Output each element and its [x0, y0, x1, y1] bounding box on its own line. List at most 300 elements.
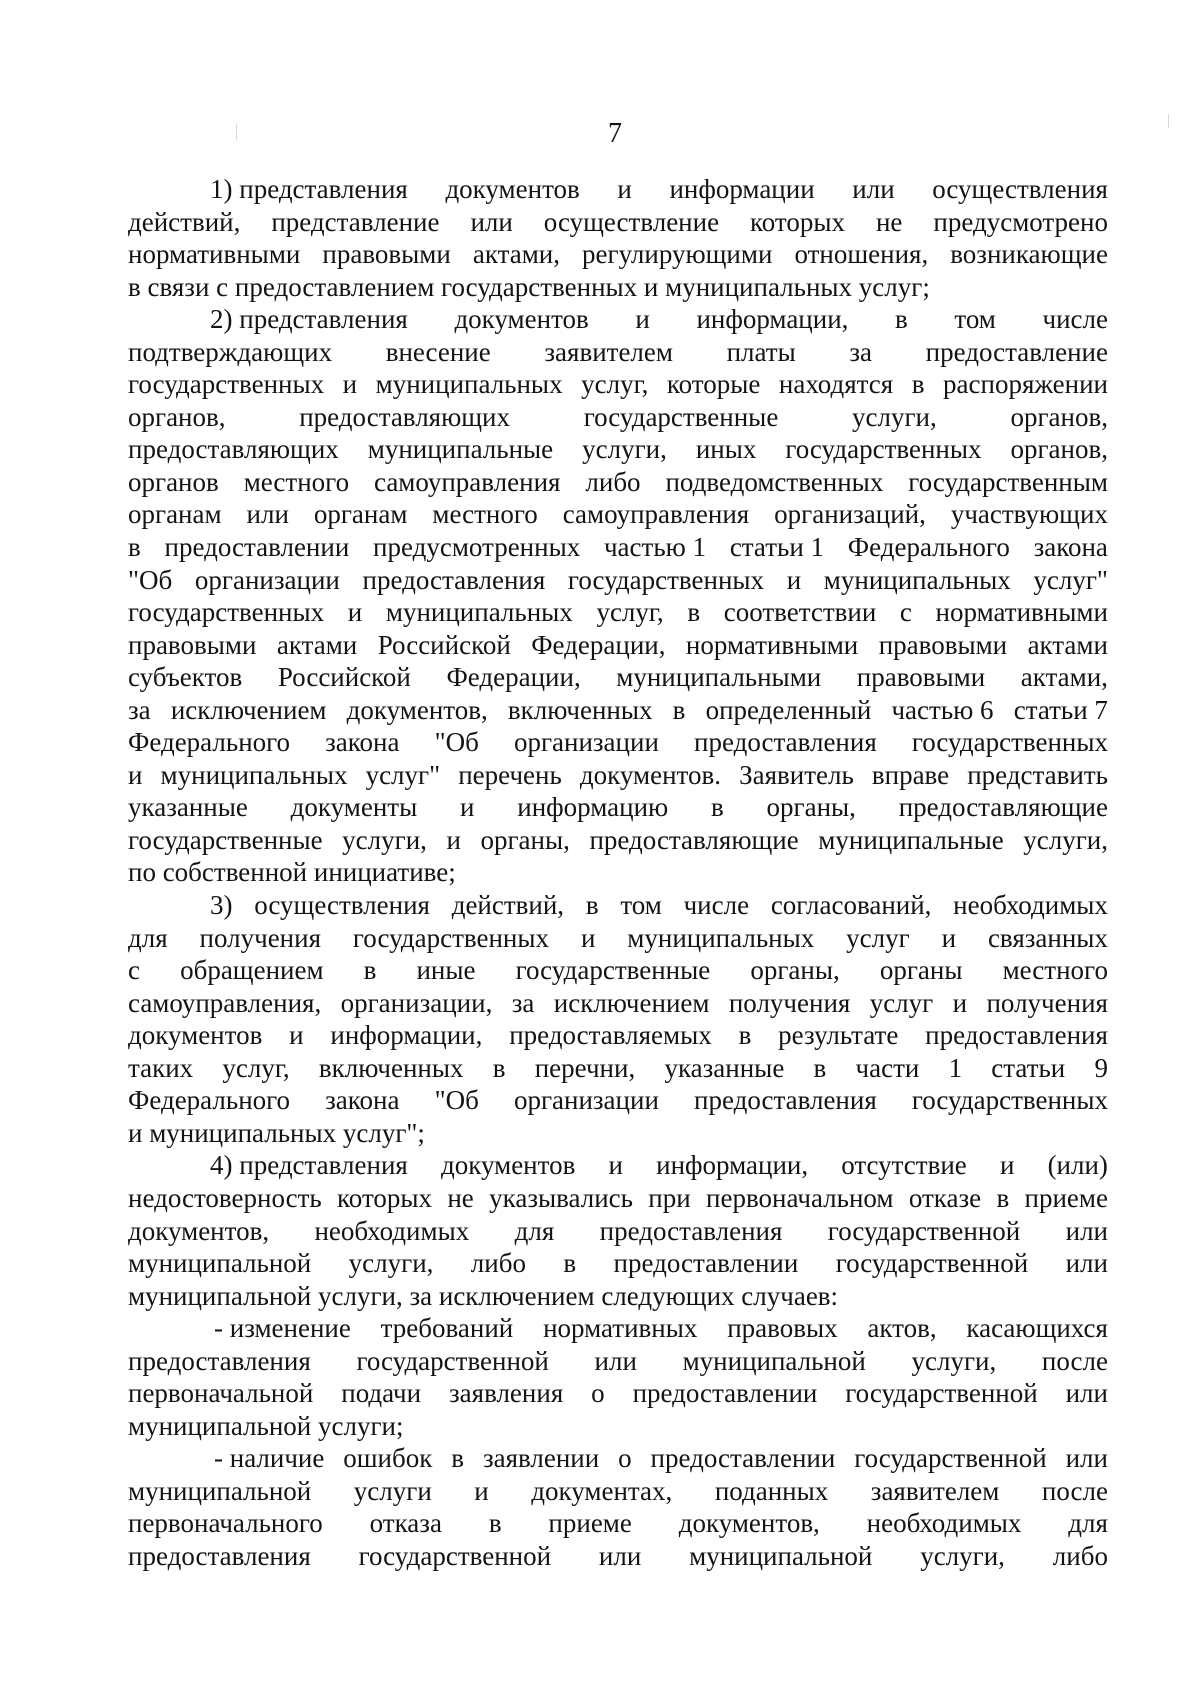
word: предусмотренных [373, 532, 581, 563]
word: актами, [472, 239, 560, 270]
word: подачи [341, 1378, 422, 1409]
word: за [128, 694, 151, 725]
word: предоставления [925, 1020, 1108, 1051]
word: для [1068, 1508, 1108, 1539]
word: заявителем [544, 336, 673, 367]
word: предусмотрено [933, 206, 1108, 237]
text-line [128, 596, 1108, 629]
word: статьи [991, 1052, 1066, 1083]
word: которых [750, 206, 846, 237]
word: услуг, [596, 597, 664, 628]
text-line [128, 1475, 1108, 1508]
word: - изменение [214, 1313, 351, 1344]
text-line [128, 1507, 1108, 1540]
word: в связи с предоставлением государственных и муниципальных услуг; [128, 271, 930, 302]
word: предоставление [925, 336, 1108, 367]
word: подтверждающих [128, 336, 333, 367]
word: нормативными [128, 239, 301, 270]
word: связанных [987, 922, 1108, 953]
word: услуг" [1033, 564, 1108, 595]
word: внесение [385, 336, 491, 367]
word: заявлении [482, 1443, 600, 1474]
word: муниципальных [385, 597, 573, 628]
word: которых [337, 1182, 433, 1213]
text-line [128, 694, 1108, 727]
text-line [128, 1247, 1108, 1280]
word: в [563, 1248, 577, 1279]
word: не [447, 1182, 474, 1213]
word: муниципальной [128, 1248, 312, 1279]
word: услуг [869, 987, 934, 1018]
word: предоставляющие [589, 824, 799, 855]
text-line [128, 336, 1108, 369]
word: местного [1002, 955, 1108, 986]
word: и [289, 1020, 304, 1051]
word: закона [325, 727, 400, 758]
text-line [128, 466, 1108, 499]
word: услуги, [911, 1345, 997, 1376]
word: первоначального [128, 1508, 323, 1539]
word: государственным [908, 466, 1108, 497]
text-line [128, 1084, 1108, 1117]
word: правовыми [878, 629, 1008, 660]
word: государственных [911, 727, 1108, 758]
word: приеме [1024, 1182, 1108, 1213]
word: при [648, 1182, 691, 1213]
word: действий, [128, 206, 241, 237]
text-line [128, 824, 1108, 857]
word: органы, [750, 955, 840, 986]
word: услуги, [920, 1540, 1005, 1571]
word: в [585, 890, 599, 921]
word: или [1065, 1248, 1108, 1279]
word: и [635, 304, 650, 335]
word: самоуправления [374, 466, 561, 497]
word: с [899, 597, 912, 628]
word: или [1065, 1378, 1108, 1409]
word: самоуправления, [128, 987, 322, 1018]
word: закона [1033, 532, 1108, 563]
word: документов, [678, 1508, 820, 1539]
word: Федерации, [446, 662, 581, 693]
word: предоставляемых [509, 1020, 712, 1051]
word: услуги, [852, 401, 937, 432]
word: органы [879, 955, 963, 986]
word: информацию [517, 792, 669, 823]
word: государственных [352, 922, 550, 953]
word: предоставления [599, 1215, 783, 1246]
word: получения [986, 987, 1108, 1018]
word: в [492, 1052, 506, 1083]
word: 2) представления [210, 304, 408, 335]
word: правовыми [856, 662, 986, 693]
text-line [128, 1410, 1108, 1443]
word: государственной [835, 1248, 1029, 1279]
text-line [128, 1442, 1108, 1475]
word: результате [778, 1020, 899, 1051]
word: органам [128, 499, 222, 530]
word: муниципальной услуги, за исключением следующих случаев: [128, 1280, 839, 1311]
word: для [128, 922, 168, 953]
word: и [347, 597, 363, 628]
word: организаций, [774, 499, 926, 530]
word: возникающие [950, 239, 1108, 270]
text-line [128, 1149, 1108, 1182]
word: поданных [714, 1475, 829, 1506]
word: 4) представления [210, 1150, 408, 1181]
word: "Об [128, 564, 173, 595]
text-line [128, 1019, 1108, 1052]
word: участвующих [950, 499, 1108, 530]
word: или [852, 174, 895, 204]
word: государственных [128, 597, 325, 628]
word: государственные [583, 401, 779, 432]
word: указывались [489, 1182, 633, 1213]
word: актами [276, 629, 358, 660]
word: органам [313, 499, 408, 530]
word: в [710, 792, 724, 823]
scan-artifact-right [1168, 114, 1169, 128]
scan-artifact-left [236, 124, 237, 140]
word: (или) [1047, 1150, 1108, 1181]
word: предоставляющих [128, 434, 339, 465]
word: предоставления [128, 1540, 311, 1571]
word: предоставлении [613, 1248, 799, 1279]
word: государственных [128, 369, 325, 400]
word: услуг [846, 922, 910, 953]
word: в [451, 1443, 465, 1474]
word: исключением [170, 694, 327, 725]
word: первоначальном [706, 1182, 894, 1213]
word: Российской [377, 629, 511, 660]
text-line [128, 531, 1108, 564]
word: услуги, [1023, 824, 1108, 855]
word: вправе [871, 759, 950, 790]
word: частью 1 [603, 532, 707, 563]
word: регулирующими [582, 239, 773, 270]
word: не [875, 206, 903, 237]
word: иные [416, 955, 476, 986]
word: государственных [567, 564, 765, 595]
word: предоставляющие [898, 792, 1108, 823]
word: касающихся [966, 1313, 1108, 1344]
word: информации, [656, 1150, 809, 1181]
word: первоначальной [128, 1378, 314, 1409]
word: и [460, 792, 475, 823]
word: в [363, 955, 377, 986]
word: за [849, 336, 873, 367]
text-line [128, 759, 1108, 792]
word: 9 [1094, 1052, 1108, 1083]
word: после [1041, 1475, 1108, 1506]
word: определенный [705, 694, 872, 725]
word: в [738, 1020, 752, 1051]
word: платы [726, 336, 796, 367]
word: ошибок [343, 1443, 433, 1474]
word: информации [669, 174, 815, 204]
word: государственной [356, 1345, 549, 1376]
word: или [246, 499, 289, 530]
word: и [617, 174, 632, 204]
text-line [128, 661, 1108, 694]
word: организации [513, 1085, 659, 1116]
word: правовыми [322, 239, 451, 270]
word: исключением [553, 987, 710, 1018]
word: государственных [911, 1085, 1108, 1116]
word: получения [728, 987, 851, 1018]
word: необходимых [314, 1215, 470, 1246]
text-line [128, 726, 1108, 759]
word: органов, [1010, 434, 1108, 465]
word: муниципальной услуги; [128, 1410, 404, 1441]
word: Заявитель [739, 759, 854, 790]
word: перечни, [534, 1052, 636, 1083]
word: предоставления [362, 564, 546, 595]
word: осуществления [932, 174, 1108, 204]
word: муниципальные [367, 434, 554, 465]
word: документов, [128, 1215, 270, 1246]
word: государственной [845, 1378, 1038, 1409]
word: муниципальными [616, 662, 822, 693]
text-line [128, 433, 1108, 466]
word: заявителем [870, 1475, 1000, 1506]
text-line [128, 1377, 1108, 1410]
word: или [1065, 1443, 1108, 1474]
word: правовых [727, 1313, 838, 1344]
text-line [128, 206, 1108, 239]
word: заявления [449, 1378, 564, 1409]
word: государственных [785, 434, 982, 465]
word: предоставления [128, 1345, 311, 1376]
word: организации, [340, 987, 493, 1018]
word: нормативных [543, 1313, 698, 1344]
word: отсутствие [841, 1150, 967, 1181]
text-line [128, 856, 1108, 889]
page-number: 7 [608, 118, 622, 149]
document-body [128, 173, 1108, 1573]
word: и [608, 1150, 623, 1181]
word: соответствии [723, 597, 877, 628]
text-line [128, 1280, 1108, 1313]
word: и [786, 564, 802, 595]
word: в [672, 694, 686, 725]
word: нормативными [685, 629, 859, 660]
word: актами, [1020, 662, 1108, 693]
word: "Об [434, 1085, 479, 1116]
text-line [128, 564, 1108, 597]
word: или [470, 206, 513, 237]
word: 1 [948, 1052, 963, 1083]
word: органы, [766, 792, 856, 823]
word: и [580, 922, 596, 953]
word: муниципальных [160, 759, 348, 790]
text-line [128, 173, 1108, 206]
text-line [128, 629, 1108, 662]
word: действий, [451, 890, 565, 921]
text-line [128, 1345, 1108, 1378]
word: предоставлении [632, 1378, 818, 1409]
word: указанные [664, 1052, 785, 1083]
word: документов [445, 174, 580, 204]
word: услуг, [581, 369, 649, 400]
word: муниципальных [823, 564, 1011, 595]
word: государственной [358, 1540, 552, 1571]
word: числе [683, 890, 750, 921]
word: получения [199, 922, 321, 953]
word: распоряжении [943, 369, 1108, 400]
word: которые [666, 369, 761, 400]
word: в [813, 1052, 827, 1083]
word: местного [432, 499, 538, 530]
word: перечень [458, 759, 562, 790]
word: числе [1042, 304, 1108, 335]
word: государственные [515, 955, 711, 986]
word: документов. [579, 759, 721, 790]
text-line [128, 954, 1108, 987]
word: представление [271, 206, 440, 237]
word: органы, [480, 824, 570, 855]
word: осуществления [254, 890, 430, 921]
word: в [488, 1508, 502, 1539]
word: "Об [434, 727, 479, 758]
word: предоставляющих [299, 401, 510, 432]
word: местного [243, 466, 350, 497]
word: и [446, 824, 461, 855]
word: включенных [507, 694, 653, 725]
word: о [618, 1443, 632, 1474]
word: государственной [854, 1443, 1047, 1474]
text-line [128, 1540, 1108, 1573]
word: в [687, 597, 701, 628]
word: предоставления [694, 1085, 877, 1116]
word: приеме [548, 1508, 632, 1539]
word: Федерального [128, 1085, 291, 1116]
word: Федерации, [531, 629, 666, 660]
word: том [954, 304, 996, 335]
text-line [128, 303, 1108, 336]
word: документов [128, 1020, 263, 1051]
word: услуги [353, 1475, 432, 1506]
word: в [128, 532, 141, 563]
word: и [952, 987, 968, 1018]
word: правовыми [128, 629, 257, 660]
word: организации [194, 564, 340, 595]
word: 1) представления [210, 174, 408, 204]
word: с [128, 955, 140, 986]
text-line [128, 987, 1108, 1020]
word: муниципальных [375, 369, 563, 400]
word: закона [325, 1085, 400, 1116]
word: информации, [696, 304, 849, 335]
text-line [128, 1312, 1108, 1345]
text-line [128, 1052, 1108, 1085]
word: для [514, 1215, 555, 1246]
word: включенных [318, 1052, 464, 1083]
word: отказе [908, 1182, 982, 1213]
word: Российской [277, 662, 411, 693]
text-line [128, 889, 1108, 922]
word: требований [380, 1313, 514, 1344]
word: или [598, 1540, 642, 1571]
word: иных [695, 434, 757, 465]
word: либо [470, 1248, 526, 1279]
word: Федерального [847, 532, 1010, 563]
text-line [128, 1215, 1108, 1248]
word: документов [441, 1150, 576, 1181]
word: недостоверность [128, 1182, 322, 1213]
word: и [999, 1150, 1015, 1181]
word: и муниципальных услуг"; [128, 1117, 425, 1148]
word: или [1065, 1215, 1108, 1246]
word: предоставлении [650, 1443, 836, 1474]
word: органов [128, 466, 219, 497]
word: органов, [1010, 401, 1108, 432]
word: отказа [369, 1508, 442, 1539]
word: части [855, 1052, 920, 1083]
word: за [511, 987, 535, 1018]
word: обращением [180, 955, 324, 986]
text-line [128, 498, 1108, 531]
word: государственные [128, 824, 323, 855]
word: муниципальной [689, 1540, 873, 1571]
word: предоставлении [164, 532, 350, 563]
text-line [128, 271, 1108, 304]
word: статьи 1 [729, 532, 825, 563]
word: необходимых [866, 1508, 1022, 1539]
text-line [128, 1182, 1108, 1215]
word: документы [290, 792, 418, 823]
word: подведомственных [665, 466, 884, 497]
word: 3) [210, 890, 233, 921]
word: либо [1052, 1540, 1108, 1571]
word: услуги, [342, 824, 427, 855]
word: таких [128, 1052, 194, 1083]
word: государственной [827, 1215, 1021, 1246]
word: актами [1027, 629, 1108, 660]
text-line [128, 238, 1108, 271]
word: документов, [346, 694, 488, 725]
word: предоставления [694, 727, 877, 758]
word: статьи 7 [1013, 694, 1108, 725]
word: либо [585, 466, 641, 497]
word: муниципальной [682, 1345, 866, 1376]
word: в [895, 304, 908, 335]
word: осуществление [543, 206, 720, 237]
word: организации [513, 727, 659, 758]
word: по собственной инициативе; [128, 857, 456, 888]
word: услуги, [582, 434, 667, 465]
word: указанные [128, 792, 248, 823]
text-line [128, 922, 1108, 955]
text-line [128, 368, 1108, 401]
word: муниципальных [627, 922, 815, 953]
word: и [342, 369, 358, 400]
word: частью 6 [891, 694, 994, 725]
word: актов, [867, 1313, 937, 1344]
word: информации, [330, 1020, 483, 1051]
word: находятся [778, 369, 894, 400]
word: органов, [128, 401, 226, 432]
word: нормативными [935, 597, 1108, 628]
text-line [128, 1117, 1108, 1150]
word: самоуправления [562, 499, 750, 530]
word: том [620, 890, 662, 921]
word: или [594, 1345, 637, 1376]
word: услуг" [365, 759, 441, 790]
word: - наличие [214, 1443, 325, 1474]
word: Федерального [128, 727, 291, 758]
word: документов [454, 304, 589, 335]
